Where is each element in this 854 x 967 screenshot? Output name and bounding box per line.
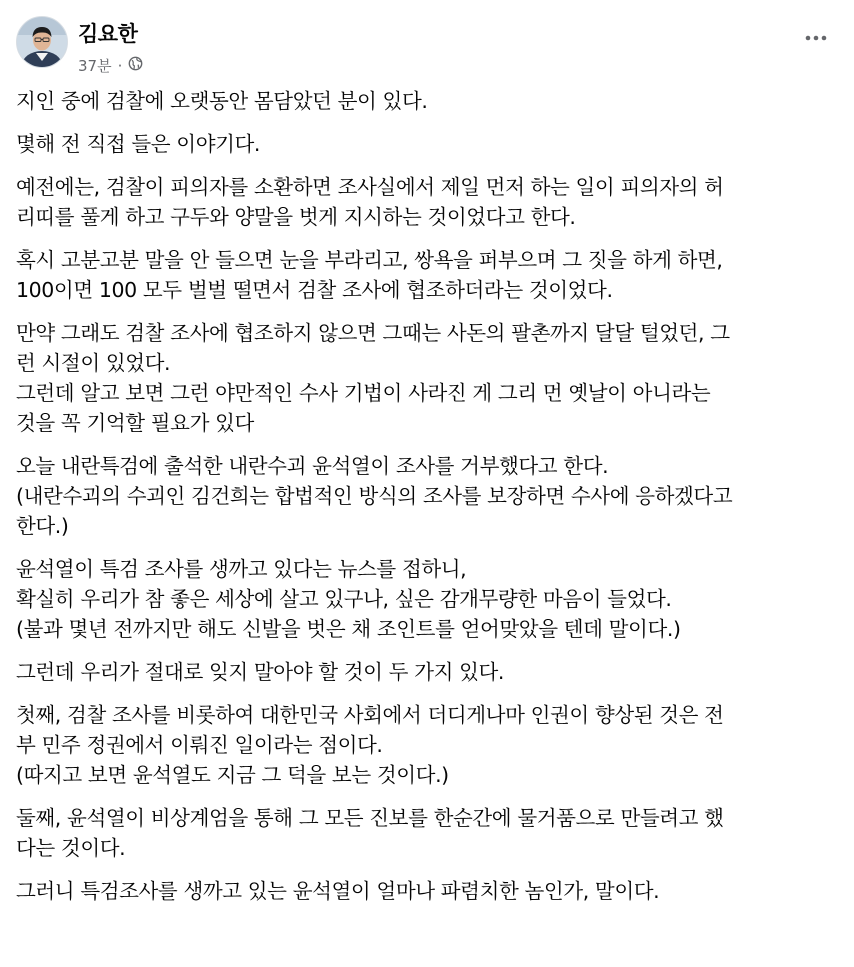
post-paragraph	[16, 554, 844, 644]
post-text-line: 둘째, 윤석열이 비상계엄을 통해 그 모든 진보를 한순간에 물거품으로 만들려고 했	[16, 806, 724, 830]
post-paragraph	[16, 876, 844, 906]
post-text-line: (따지고 보면 윤석열도 지금 그 덕을 보는 것이다.)	[16, 763, 449, 787]
post-body	[16, 86, 844, 919]
post-text-line: 그런데 우리가 절대로 잊지 말아야 할 것이 두 가지 있다.	[16, 660, 505, 684]
post-text-line: 예전에는, 검찰이 피의자를 소환하면 조사실에서 제일 먼저 하는 일이 피의자의 허	[16, 175, 724, 199]
avatar[interactable]	[16, 16, 68, 68]
post-paragraph	[16, 803, 844, 863]
more-options-button[interactable]	[800, 26, 832, 50]
post-paragraph	[16, 318, 844, 438]
post-paragraph	[16, 657, 844, 687]
post-paragraph	[16, 700, 844, 790]
post-text-line: 지인 중에 검찰에 오랫동안 몸담았던 분이 있다.	[16, 89, 428, 113]
post-text-line: 한다.)	[16, 514, 69, 538]
meta-separator: ·	[117, 56, 123, 75]
post-text-line: 첫째, 검찰 조사를 비롯하여 대한민국 사회에서 더디게나마 인권이 향상된 것은 전	[16, 703, 724, 727]
post-text-line: (내란수괴의 수괴인 김건희는 합법적인 방식의 조사를 보장하면 수사에 응하겠다고	[16, 484, 733, 508]
post-paragraph	[16, 86, 844, 116]
post-paragraph	[16, 129, 844, 159]
author-name[interactable]: 김요한	[78, 22, 138, 46]
post-text-line: 다는 것이다.	[16, 836, 126, 860]
post-text-line: 확실히 우리가 참 좋은 세상에 살고 있구나, 싶은 감개무량한 마음이 들었다.	[16, 587, 672, 611]
post-text-line: (불과 몇년 전까지만 해도 신발을 벗은 채 조인트를 얻어맞았을 텐데 말이다.)	[16, 617, 681, 641]
post-header	[16, 14, 838, 76]
post-text-line: 그러니 특검조사를 생까고 있는 윤석열이 얼마나 파렴치한 놈인가, 말이다.	[16, 879, 660, 903]
post-text-line: 100이면 100 모두 벌벌 떨면서 검찰 조사에 협조하더라는 것이었다.	[16, 278, 613, 302]
post-meta	[78, 55, 143, 76]
post-text-line: 것을 꼭 기억할 필요가 있다	[16, 411, 254, 435]
post-text-line: 오늘 내란특검에 출석한 내란수괴 윤석열이 조사를 거부했다고 한다.	[16, 454, 609, 478]
post-text-line: 부 민주 정권에서 이뤄진 일이라는 점이다.	[16, 733, 383, 757]
post-text-line: 만약 그래도 검찰 조사에 협조하지 않으면 그때는 사돈의 팔촌까지 달달 털었던, 그	[16, 321, 730, 345]
post-text-line: 윤석열이 특검 조사를 생까고 있다는 뉴스를 접하니,	[16, 557, 467, 581]
post-paragraph	[16, 451, 844, 541]
post-paragraph	[16, 245, 844, 305]
post-paragraph	[16, 172, 844, 232]
post-text-line: 런 시절이 있었다.	[16, 351, 171, 375]
post-text-line: 그런데 알고 보면 그런 야만적인 수사 기법이 사라진 게 그리 먼 옛날이 아니라는	[16, 381, 711, 405]
post-time[interactable]: 37분	[78, 57, 112, 75]
post-text-line: 리띠를 풀게 하고 구두와 양말을 벗게 지시하는 것이었다고 한다.	[16, 205, 576, 229]
more-options-icon	[804, 35, 828, 41]
post-text-line: 혹시 고분고분 말을 안 들으면 눈을 부라리고, 쌍욕을 퍼부으며 그 짓을 하게 하면,	[16, 248, 723, 272]
globe-icon[interactable]	[128, 56, 143, 75]
post-text-line: 몇해 전 직접 들은 이야기다.	[16, 132, 261, 156]
profile-photo	[17, 17, 67, 67]
